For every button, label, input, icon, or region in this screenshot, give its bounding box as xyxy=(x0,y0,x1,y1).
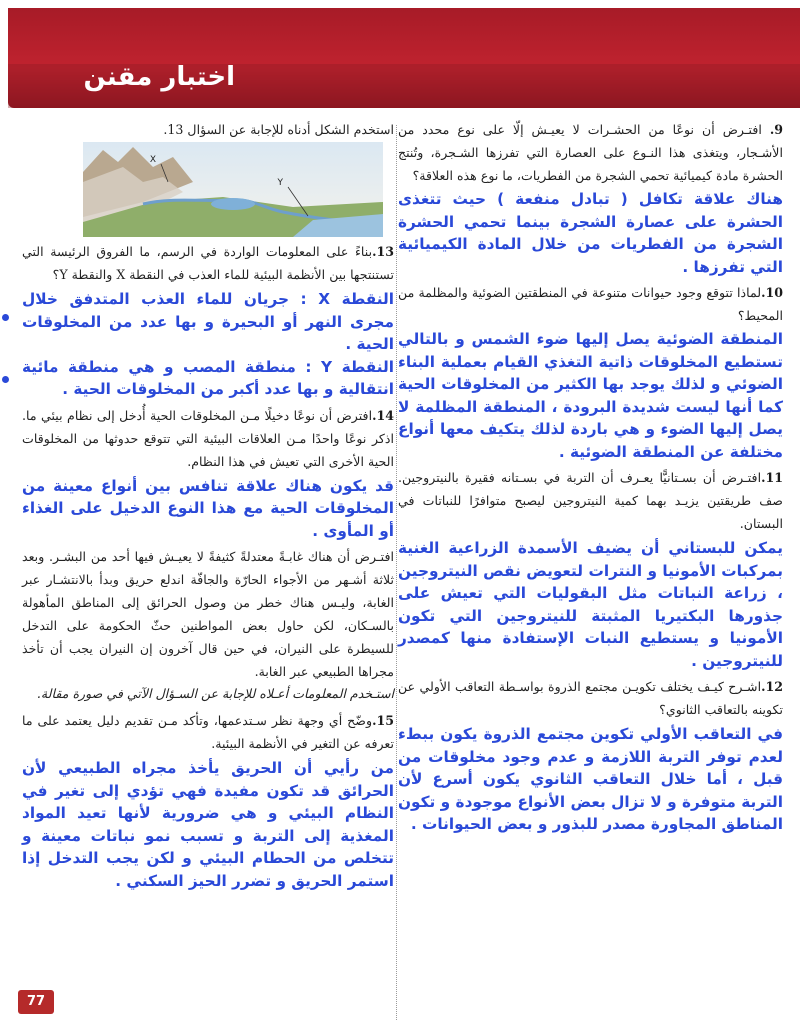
scenario-note: استـخدم المعلومات أعـلاه للإجابة عن السـؤال الآتي في صورة مقالة. xyxy=(36,686,394,701)
answer-14: قد يكون هناك علاقة تنافس بين أنواع معينة من المخلوقات الحية مع هذا النوع الدخيل على الغذاء أو المأوى . xyxy=(22,476,394,540)
diagram-label-x: X xyxy=(149,155,156,165)
diagram-label-y: Y xyxy=(277,178,283,188)
page-title: اختبار مقنن xyxy=(83,62,235,92)
scenario-text: افتـرض أن هناك غابـةً معتدلةً كثيفةً لا يعيـش فيها أحد من البشـر. وبعد ثلاثة أشـهر من الأجواء الحارّة والجافّة اندلع حريق وبدأ بالانتشـار عبر الغابة، وليـس هناك خطر من وصول الحرائق إلى المناطق المأهولة بالسـكان، لكن حاول بعض المواطنين حثّ الحكومة على التدخل للسيطرة على النيران، في حين قال آخرون إن النيران يجب أن تأخذ مجراها الطبيعي عبر الغابة. xyxy=(22,549,394,679)
question-9-text: افتـرض أن نوعًا من الحشـرات لا يعيـش إلّا على نوع محدد من الأشـجار، ويتغذى هذا النـوع على العصارة التي تفرزها الشـجرة، وتُنتج الحشرة مادة كيميائية تحمي الشجرة من الفطريات، ما نوع هذه العلاقة؟ xyxy=(398,122,783,183)
question-11 xyxy=(398,466,783,535)
question-13-number: 13. xyxy=(372,244,394,259)
question-15 xyxy=(22,709,394,755)
right-column xyxy=(398,118,783,836)
column-divider xyxy=(396,125,397,1020)
answer-13-x-wrap xyxy=(22,288,394,356)
answer-13-x: النقطة X : جريان للماء العذب المتدفق خلال مجرى النهر أو البحيرة و بها عدد من المخلوقات الحية . xyxy=(22,290,394,353)
ecosystem-diagram xyxy=(83,142,383,237)
answer-13-y: النقطة Y : منطقة المصب و هي منطقة مائية انتقالية و بها عدد أكبر من المخلوقات الحية . xyxy=(22,357,394,398)
question-10 xyxy=(398,281,783,327)
question-14-text: افترض أن نوعًا دخيلًا مـن المخلوقات الحية أُدخل إلى نظام بيئي ما. اذكر نوعًا واحدًا مـن العلاقات البيئية التي تتوقع حدوثها من المخلوقات الحية الأخرى التي تعيش في هذا النظام. xyxy=(22,407,394,469)
question-12-number: 12. xyxy=(761,679,783,694)
answer-13-y-wrap xyxy=(22,356,394,401)
question-9 xyxy=(398,118,783,187)
question-14 xyxy=(22,404,394,473)
question-13-text: بناءً على المعلومات الواردة في الرسم، ما الفروق الرئيسة التي تستنتجها بين الأنظمة البيئية للماء العذب في النقطة X والنقطة Y؟ xyxy=(22,244,394,282)
question-15-text: وضّح أي وجهة نظر سـتدعمها، وتأكد مـن تقديم دليل يعتمد على ما تعرفه عن التغير في الأنظمة البيئية. xyxy=(22,713,394,751)
page-number-badge: 77 xyxy=(18,990,54,1014)
left-column xyxy=(22,118,394,141)
question-13 xyxy=(22,240,394,286)
question-9-number: 9. xyxy=(769,122,783,137)
question-12 xyxy=(398,675,783,721)
left-column-body xyxy=(22,240,394,892)
question-11-number: 11. xyxy=(761,470,783,485)
question-10-text: لماذا تتوقع وجود حيوانات متنوعة في المنطقتين الضوئية والمظلمة من المحيط؟ xyxy=(398,285,783,323)
question-11-text: افتـرض أن بسـتانيًّا يعـرف أن التربة في بسـتانه فقيرة بالنيتروجين. صف طريقتين يزيـد بهما كمية النيتروجين ليصبح متوافرًا للنباتات في البستان. xyxy=(398,470,783,531)
question-15-number: 15. xyxy=(372,713,394,728)
top-margin xyxy=(0,0,800,8)
question-12-text: اشـرح كيـف يختلف تكويـن مجتمع الذروة بواسـطة التعاقب الأولي عن تكوينه بالتعاقب الثانوي؟ xyxy=(398,679,783,717)
bullet-icon xyxy=(2,376,9,383)
diagram-lake xyxy=(211,198,255,210)
answer-10: المنطقة الضوئية يصل إليها ضوء الشمس و بالتالي تستطيع المخلوقات ذاتية التغذي القيام بعملية البناء الضوئي و لذلك يوجد بها الكثير من المخلوقات الحية كما أنها ليست شديدة البرودة ، المنطقة المظلمة لا يصل إليها الضوء و هي باردة لذلك يتكيف معها أنواع مختلفة عن المنطقة الضوئية . xyxy=(398,330,783,461)
bullet-icon xyxy=(2,314,9,321)
answer-11: يمكن للبستاني أن يضيف الأسمدة الزراعية الغنية بمركبات الأمونيا و النترات لتعويض نقص النيتروجين ، زراعة النباتات مثل البقوليات التي تعيش على جذورها البكتيريا المثبتة للنيتروجين التي تكون الأمونيا و يستطيع النبات الإستفادة منها كمصدر للنيتروجين . xyxy=(398,539,783,670)
figure-caption: استخدم الشكل أدناه للإجابة عن السؤال 13. xyxy=(163,122,394,137)
answer-9: هناك علاقة تكافل ( تبادل منفعة ) حيث تتغذى الحشرة على عصارة الشجرة بينما تحمي الحشرة الشجرة من الفطريات من خلال المادة الكيميائية التي تفرزها . xyxy=(398,190,783,276)
question-14-number: 14. xyxy=(372,407,394,423)
question-10-number: 10. xyxy=(761,285,783,300)
answer-12: في التعاقب الأولي تكوين مجتمع الذروة يكون ببطء لعدم توفر التربة اللازمة و عدم وجود مخلوقات من قبل ، أما خلال التعاقب الثانوي يكون أسرع لأن التربة متوفرة و لا تزال بعض الأنواع موجودة و تكون المناطق المجاورة مصدر للبذور و بعض الحيوانات . xyxy=(398,725,783,833)
answer-15: من رأيي أن الحريق يأخذ مجراه الطبيعي لأن الحرائق قد تكون مفيدة فهي تؤدي إلى تغير في النظام البيئي و هي ضرورية لأنها تعيد المواد المغذية إلى التربة و تسبب نمو نباتات معينة و تتخلص من الحطام البيئي و لكن يجب التدخل إذا استمر الحريق و تضرر الحيز السكني . xyxy=(22,759,394,890)
